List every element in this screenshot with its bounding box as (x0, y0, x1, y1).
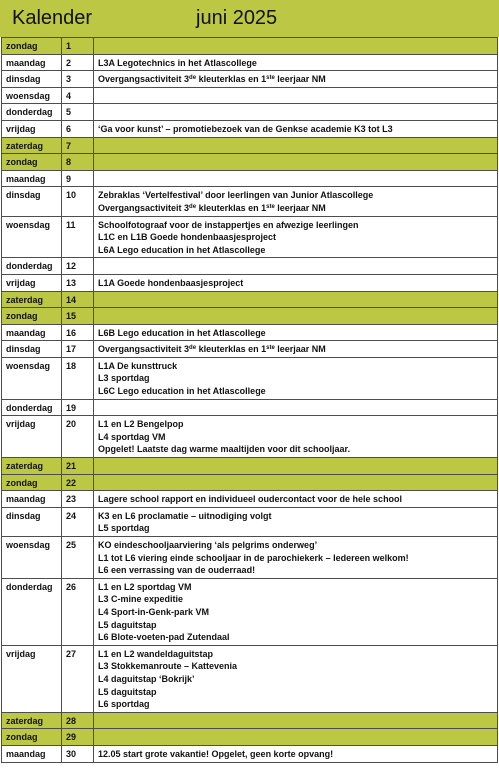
event-text: L3 Stokkemanroute – Kattevenia (98, 661, 238, 672)
calendar-row (2, 170, 498, 187)
date-cell: 4 (62, 87, 94, 104)
date-cell: 16 (62, 324, 94, 341)
weekday-cell: zondag (2, 729, 62, 746)
weekday-cell: dinsdag (2, 71, 62, 88)
event-text: L5 daguitstap (98, 619, 157, 630)
event-line (98, 244, 493, 257)
events-cell (94, 341, 498, 358)
event-text: Zebraklas ‘Vertelfestival’ door leerlingen van Junior Atlascollege (98, 190, 374, 201)
calendar-row (2, 645, 498, 712)
events-cell (94, 745, 498, 762)
event-text: L1 en L2 wandeldaguitstap (98, 648, 214, 659)
weekday-cell: donderdag (2, 578, 62, 645)
calendar-row (2, 120, 498, 137)
date-cell: 25 (62, 537, 94, 579)
event-line (98, 202, 493, 215)
events-cell (94, 357, 498, 399)
date-cell: 14 (62, 291, 94, 308)
calendar-header (0, 0, 499, 37)
date-cell: 3 (62, 71, 94, 88)
event-line (98, 385, 493, 398)
calendar-row (2, 458, 498, 475)
calendar-row (2, 154, 498, 171)
event-line (98, 510, 493, 523)
date-cell: 28 (62, 712, 94, 729)
weekday-cell: donderdag (2, 399, 62, 416)
calendar-row (2, 399, 498, 416)
events-cell (94, 71, 498, 88)
event-text: L6A Lego education in het Atlascollege (98, 244, 266, 255)
events-cell (94, 729, 498, 746)
event-line (98, 343, 493, 356)
date-cell: 21 (62, 458, 94, 475)
calendar-row (2, 745, 498, 762)
date-cell: 24 (62, 507, 94, 536)
calendar-row (2, 324, 498, 341)
weekday-cell: vrijdag (2, 120, 62, 137)
events-cell (94, 120, 498, 137)
event-text: L6 een verrassing van de ouderraad! (98, 565, 256, 576)
weekday-cell: maandag (2, 491, 62, 508)
event-text: L6 Blote-voeten-pad Zutendaal (98, 632, 230, 643)
events-cell (94, 291, 498, 308)
event-line (98, 57, 493, 70)
events-cell (94, 324, 498, 341)
events-cell (94, 137, 498, 154)
date-cell: 11 (62, 216, 94, 258)
date-cell: 23 (62, 491, 94, 508)
weekday-cell: dinsdag (2, 341, 62, 358)
weekday-cell: woensdag (2, 537, 62, 579)
event-text: L4 sportdag VM (98, 431, 166, 442)
event-text: L3A Legotechnics in het Atlascollege (98, 57, 257, 68)
events-cell (94, 712, 498, 729)
weekday-cell: zaterdag (2, 137, 62, 154)
date-cell: 27 (62, 645, 94, 712)
event-line (98, 189, 493, 202)
calendar-row (2, 537, 498, 579)
event-text: L6 sportdag (98, 699, 150, 710)
event-line (98, 360, 493, 373)
event-line (98, 372, 493, 385)
calendar-row (2, 491, 498, 508)
weekday-cell: maandag (2, 324, 62, 341)
event-line (98, 619, 493, 632)
weekday-cell: vrijdag (2, 416, 62, 458)
events-cell (94, 187, 498, 216)
calendar-row (2, 357, 498, 399)
calendar-row (2, 137, 498, 154)
event-text: Lagere school rapport en individueel oudercontact voor de hele school (98, 494, 403, 505)
date-cell: 22 (62, 474, 94, 491)
weekday-cell: zaterdag (2, 458, 62, 475)
event-text: Opgelet! Laatste dag warme maaltijden voor dit schooljaar. (98, 444, 351, 455)
events-cell (94, 54, 498, 71)
calendar-row (2, 71, 498, 88)
weekday-cell: woensdag (2, 216, 62, 258)
ordinal-suffix: de (189, 75, 197, 82)
event-line (98, 564, 493, 577)
ordinal-suffix: ste (266, 75, 275, 82)
calendar-row (2, 104, 498, 121)
calendar-row (2, 38, 498, 55)
event-text: L3 sportdag (98, 373, 150, 384)
date-cell: 2 (62, 54, 94, 71)
event-text: L1 tot L6 viering einde schooljaar in de parochiekerk – Iedereen welkom! (98, 552, 409, 563)
event-line (98, 443, 493, 456)
weekday-cell: vrijdag (2, 274, 62, 291)
date-cell: 8 (62, 154, 94, 171)
event-text: Overgangsactiviteit 3 (98, 202, 190, 213)
calendar-row (2, 712, 498, 729)
date-cell: 7 (62, 137, 94, 154)
calendar-table (1, 37, 498, 763)
date-cell: 13 (62, 274, 94, 291)
weekday-cell: maandag (2, 745, 62, 762)
date-cell: 1 (62, 38, 94, 55)
event-line (98, 327, 493, 340)
event-line (98, 593, 493, 606)
date-cell: 10 (62, 187, 94, 216)
weekday-cell: dinsdag (2, 187, 62, 216)
events-cell (94, 458, 498, 475)
events-cell (94, 87, 498, 104)
ordinal-suffix: ste (266, 203, 275, 210)
ordinal-suffix: de (189, 203, 197, 210)
event-line (98, 431, 493, 444)
event-text: ‘Ga voor kunst’ – promotiebezoek van de Genkse academie K3 tot L3 (98, 123, 393, 134)
date-cell: 26 (62, 578, 94, 645)
calendar-row (2, 474, 498, 491)
event-text: leerjaar NM (274, 202, 326, 213)
weekday-cell: woensdag (2, 87, 62, 104)
calendar-title: Kalender (12, 7, 93, 29)
event-text: KO eindeschooljaarviering ‘als pelgrims onderweg’ (98, 540, 318, 550)
date-cell: 29 (62, 729, 94, 746)
events-cell (94, 308, 498, 325)
event-text: K3 en L6 proclamatie – uitnodiging volgt (98, 510, 272, 521)
weekday-cell: dinsdag (2, 507, 62, 536)
calendar-row (2, 507, 498, 536)
event-text: kleuterklas en 1 (196, 344, 267, 355)
event-line (98, 581, 493, 594)
event-line (98, 748, 493, 761)
weekday-cell: zondag (2, 154, 62, 171)
calendar-row (2, 341, 498, 358)
event-text: Overgangsactiviteit 3 (98, 74, 190, 85)
event-line (98, 648, 493, 661)
date-cell: 17 (62, 341, 94, 358)
calendar-row (2, 308, 498, 325)
event-text: L4 daguitstap ‘Bokrijk’ (98, 673, 195, 684)
events-cell (94, 104, 498, 121)
date-cell: 5 (62, 104, 94, 121)
event-line (98, 522, 493, 535)
events-cell (94, 274, 498, 291)
event-text: L5 daguitstap (98, 686, 157, 697)
event-line (98, 539, 493, 552)
calendar-month: juni 2025 (196, 7, 278, 29)
calendar-row (2, 87, 498, 104)
event-text: L3 C-mine expeditie (98, 594, 184, 605)
events-cell (94, 537, 498, 579)
date-cell: 15 (62, 308, 94, 325)
event-text: L1A Goede hondenbaasjesproject (98, 277, 244, 288)
calendar-row (2, 258, 498, 275)
events-cell (94, 154, 498, 171)
weekday-cell: vrijdag (2, 645, 62, 712)
weekday-cell: zondag (2, 308, 62, 325)
date-cell: 9 (62, 170, 94, 187)
event-text: leerjaar NM (274, 344, 326, 355)
weekday-cell: donderdag (2, 258, 62, 275)
weekday-cell: zaterdag (2, 291, 62, 308)
event-line (98, 606, 493, 619)
event-text: L6B Lego education in het Atlascollege (98, 327, 266, 338)
weekday-cell: maandag (2, 170, 62, 187)
date-cell: 20 (62, 416, 94, 458)
event-line (98, 123, 493, 136)
calendar-row (2, 291, 498, 308)
events-cell (94, 645, 498, 712)
ordinal-suffix: de (189, 345, 197, 352)
event-text: kleuterklas en 1 (196, 202, 267, 213)
event-line (98, 552, 493, 565)
event-line (98, 673, 493, 686)
event-line (98, 231, 493, 244)
date-cell: 19 (62, 399, 94, 416)
calendar-row (2, 729, 498, 746)
event-line (98, 493, 493, 506)
events-cell (94, 399, 498, 416)
event-text: L6C Lego education in het Atlascollege (98, 386, 266, 397)
weekday-cell: zondag (2, 474, 62, 491)
event-text: Overgangsactiviteit 3 (98, 344, 190, 355)
event-line (98, 73, 493, 86)
events-cell (94, 491, 498, 508)
event-text: Schoolfotograaf voor de instappertjes en afwezige leerlingen (98, 219, 359, 230)
calendar-row (2, 274, 498, 291)
events-cell (94, 578, 498, 645)
ordinal-suffix: ste (266, 345, 275, 352)
weekday-cell: maandag (2, 54, 62, 71)
event-text: kleuterklas en 1 (196, 74, 267, 85)
event-text: L1 en L2 sportdag VM (98, 581, 192, 592)
calendar-row (2, 416, 498, 458)
event-line (98, 631, 493, 644)
date-cell: 12 (62, 258, 94, 275)
events-cell (94, 416, 498, 458)
date-cell: 18 (62, 357, 94, 399)
event-text: L4 Sport-in-Genk-park VM (98, 606, 210, 617)
weekday-cell: zondag (2, 38, 62, 55)
date-cell: 6 (62, 120, 94, 137)
calendar-row (2, 187, 498, 216)
event-line (98, 277, 493, 290)
date-cell: 30 (62, 745, 94, 762)
weekday-cell: zaterdag (2, 712, 62, 729)
event-line (98, 698, 493, 711)
event-text: L5 sportdag (98, 523, 150, 534)
event-line (98, 660, 493, 673)
calendar-row (2, 54, 498, 71)
event-text: L1 en L2 Bengelpop (98, 419, 184, 430)
event-line (98, 219, 493, 232)
event-text: L1A De kunsttruck (98, 360, 178, 371)
event-line (98, 686, 493, 699)
events-cell (94, 216, 498, 258)
events-cell (94, 507, 498, 536)
events-cell (94, 38, 498, 55)
event-line (98, 418, 493, 431)
calendar-row (2, 216, 498, 258)
weekday-cell: woensdag (2, 357, 62, 399)
weekday-cell: donderdag (2, 104, 62, 121)
calendar-row (2, 578, 498, 645)
events-cell (94, 170, 498, 187)
event-text: leerjaar NM (274, 74, 326, 85)
events-cell (94, 258, 498, 275)
event-text: 12.05 start grote vakantie! Opgelet, geen korte opvang! (98, 748, 334, 759)
events-cell (94, 474, 498, 491)
event-text: L1C en L1B Goede hondenbaasjesproject (98, 232, 277, 243)
